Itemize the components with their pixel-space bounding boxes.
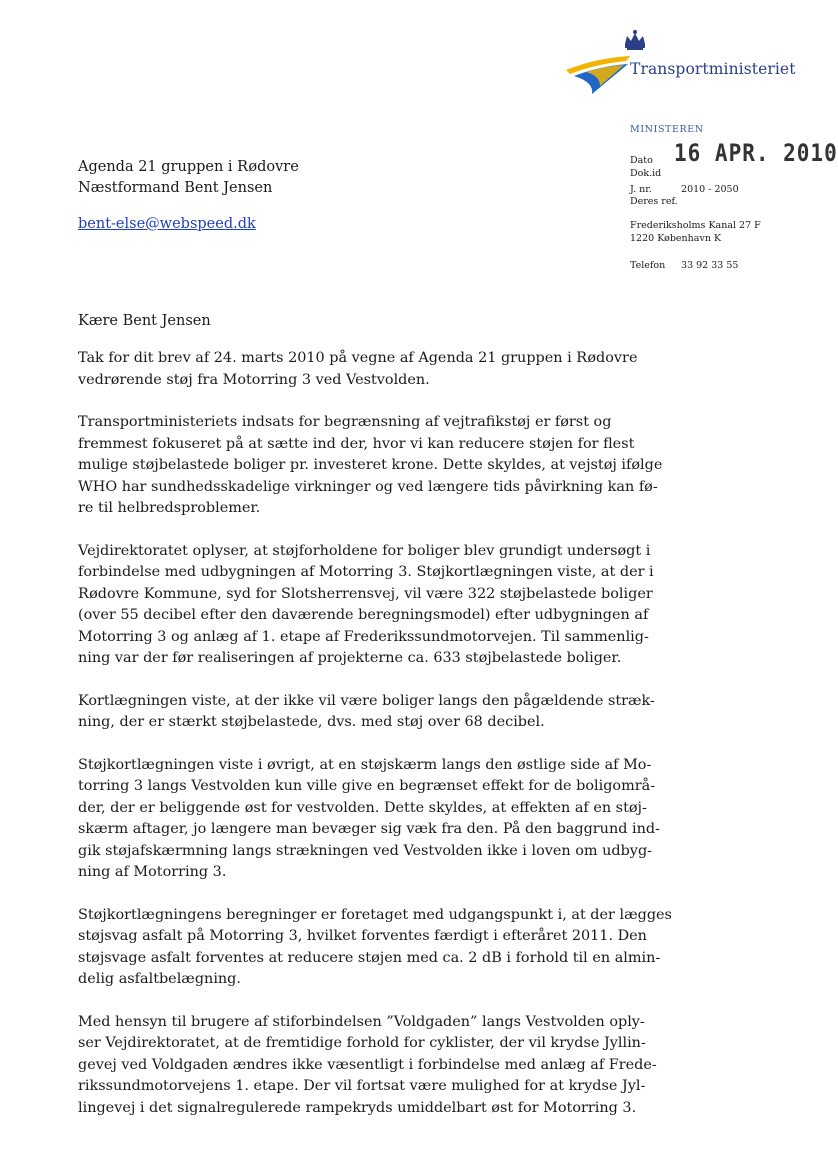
- paragraph-line: Med hensyn til brugere af stiforbindelsen ”Voldgaden” langs Vestvolden oply-: [78, 1013, 645, 1030]
- paragraph-line: støjsvag asfalt på Motorring 3, hvilket forventes færdigt i efteråret 2011. Den: [78, 928, 647, 944]
- date-label: Dato: [630, 155, 653, 166]
- address-line-1: Frederiksholms Kanal 27 F: [630, 220, 761, 231]
- logo-wordmark: Transportministeriet: [630, 60, 796, 78]
- paragraph-line: ser Vejdirektoratet, at de fremtidige forhold for cyklister, der vil krydse Jyllin-: [78, 1035, 646, 1051]
- jnr-label: J. nr.: [630, 184, 652, 195]
- salutation: Kære Bent Jensen: [78, 313, 211, 329]
- paragraph-line: Kortlægningen viste, at der ikke vil være boliger langs den pågældende stræk-: [78, 692, 655, 709]
- date-row: [630, 139, 838, 167]
- paragraph-line: Rødovre Kommune, syd for Slotsherrensvej, vil være 322 støjbelastede boliger: [78, 585, 653, 602]
- address-line-2: 1220 København K: [630, 233, 722, 244]
- paragraph-line: ning var der før realiseringen af projekterne ca. 633 støjbelastede boliger.: [78, 650, 622, 666]
- dokid-label: Dok.id: [630, 168, 662, 179]
- paragraph-line: gevej ved Voldgaden ændres ikke væsentligt i forbindelse med anlæg af Frede-: [78, 1056, 657, 1073]
- paragraph-line: lingevej i det signalregulerede rampekryds umiddelbart øst for Motorring 3.: [78, 1099, 637, 1116]
- recipient-line-2: Næstformand Bent Jensen: [78, 180, 273, 196]
- body-paragraph: [78, 1012, 657, 1120]
- paragraph-line: støjsvage asfalt forventes at reducere støjen med ca. 2 dB i forhold til en almin-: [78, 949, 661, 966]
- paragraph-line: gik støjafskærmning langs strækningen ved Vestvolden ikke i loven om udbyg-: [78, 842, 653, 859]
- paragraph-line: (over 55 decibel efter den daværende beregningsmodel) efter udbygningen af: [78, 607, 649, 623]
- paragraph-line: Tak for dit brev af 24. marts 2010 på vegne af Agenda 21 gruppen i Rødovre: [78, 350, 638, 366]
- paragraph-line: forbindelse med udbygningen af Motorring 3. Støjkortlægningen viste, at der i: [78, 564, 654, 580]
- paragraph-line: Motorring 3 og anlæg af 1. etape af Frederikssundmotorvejen. Til sammenlig-: [78, 628, 649, 645]
- paragraph-line: Transportministeriets indsats for begrænsning af vejtrafikstøj er først og: [78, 414, 612, 430]
- body-paragraph: [78, 348, 638, 391]
- body-paragraph: [78, 691, 655, 734]
- paragraph-line: Støjkortlægningen viste i øvrigt, at en støjskærm langs den østlige side af Mo-: [78, 756, 652, 773]
- crown-icon: [622, 30, 648, 52]
- paragraph-line: re til helbredsproblemer.: [78, 500, 261, 516]
- recipient-address: [78, 157, 299, 199]
- paragraph-line: rikssundmotorvejens 1. etape. Der vil fortsat være mulighed for at krydse Jyl-: [78, 1078, 646, 1094]
- ministeren-heading: MINISTEREN: [630, 124, 704, 135]
- body-paragraph: [78, 905, 672, 991]
- recipient-email-link[interactable]: bent-else@webspeed.dk: [78, 216, 256, 232]
- ministry-logo: [566, 30, 796, 98]
- paragraph-line: delig asfaltbelægning.: [78, 971, 241, 987]
- body-paragraph: [78, 755, 660, 884]
- paragraph-line: torring 3 langs Vestvolden kun ville give en begrænset effekt for de boligområ-: [78, 778, 656, 794]
- body-paragraph: [78, 412, 663, 520]
- letter-body: [78, 348, 672, 1140]
- phone-label: Telefon: [630, 260, 666, 271]
- paragraph-line: vedrørende støj fra Motorring 3 ved Vestvolden.: [78, 371, 430, 388]
- paragraph-line: der, der er beliggende øst for vestvolden. Dette skyldes, at effekten af en støj-: [78, 799, 647, 816]
- jnr-value: 2010 - 2050: [681, 184, 739, 195]
- phone-value: 33 92 33 55: [681, 260, 739, 271]
- recipient-line-1: Agenda 21 gruppen i Rødovre: [78, 159, 299, 175]
- phone-row: [630, 260, 738, 272]
- body-paragraph: [78, 541, 654, 670]
- paragraph-line: mulige støjbelastede boliger pr. investeret krone. Dette skyldes, at vejstøj ifølge: [78, 457, 663, 473]
- paragraph-line: ning af Motorring 3.: [78, 864, 227, 880]
- paragraph-line: Vejdirektoratet oplyser, at støjforholdene for boliger blev grundigt undersøgt i: [78, 542, 651, 559]
- paragraph-line: ning, der er stærkt støjbelastede, dvs. med støj over 68 decibel.: [78, 714, 545, 730]
- date-stamp: 16 APR. 2010: [674, 139, 838, 167]
- paragraph-line: Støjkortlægningens beregninger er foretaget med udgangspunkt i, at der lægges: [78, 906, 672, 923]
- paragraph-line: fremmest fokuseret på at sætte ind der, hvor vi kan reducere støjen for flest: [78, 435, 635, 452]
- jnr-row: [630, 184, 739, 196]
- deres-ref-label: Deres ref.: [630, 196, 678, 207]
- paragraph-line: skærm aftager, jo længere man bevæger sig væk fra den. På den baggrund ind-: [78, 821, 660, 837]
- paragraph-line: WHO har sundhedsskadelige virkninger og ved længere tids påvirkning kan fø-: [78, 478, 658, 495]
